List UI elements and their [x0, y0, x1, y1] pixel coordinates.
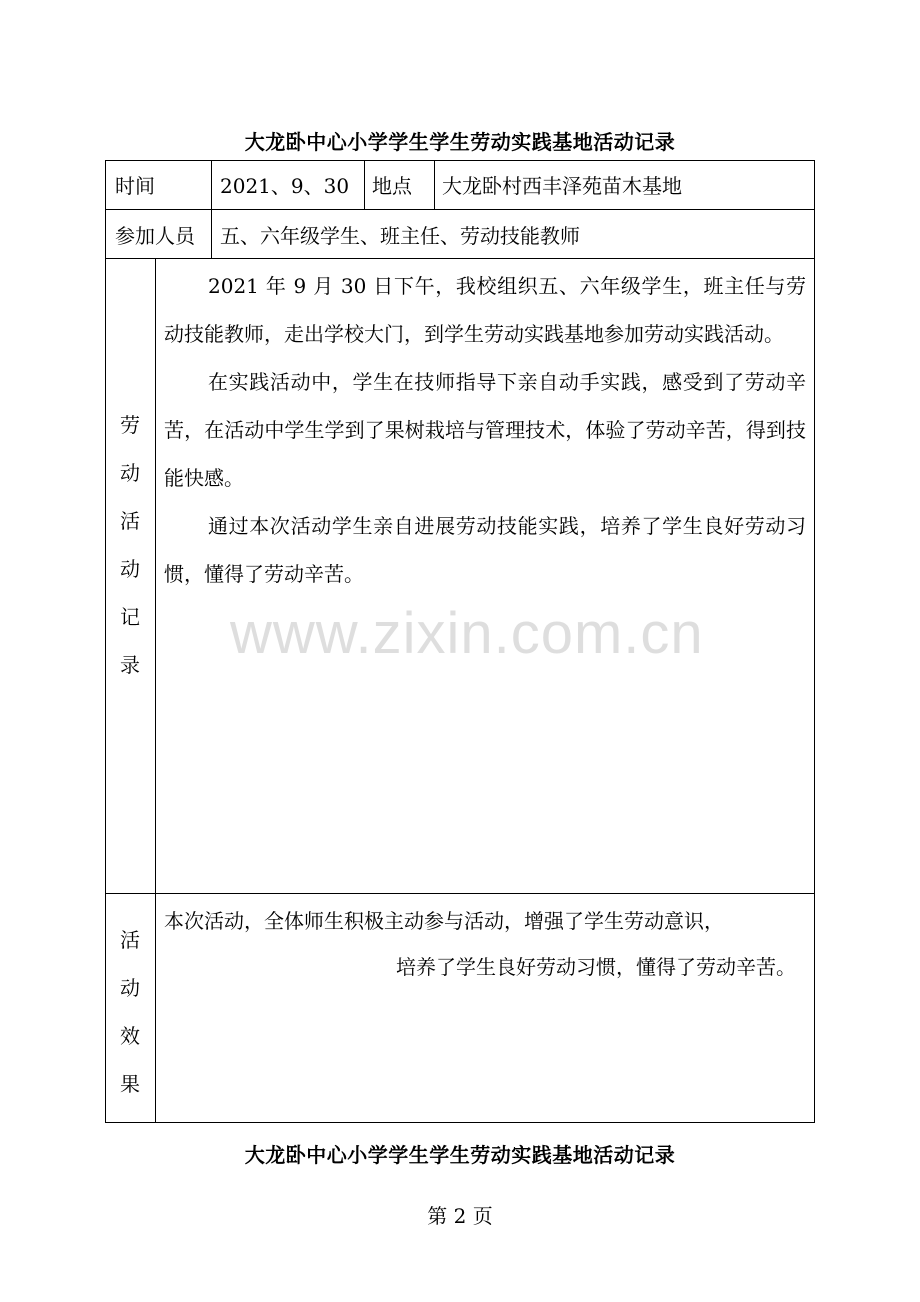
time-label: 时间 — [115, 174, 155, 198]
table-border-bottom — [105, 1122, 815, 1123]
effect-label-char: 果 — [120, 1072, 140, 1096]
participants-label: 参加人员 — [115, 224, 195, 248]
record-label-char: 录 — [120, 653, 140, 677]
record-paragraph: 通过本次活动学生亲自进展劳动技能实践，培养了学生良好劳动习惯，懂得了劳动辛苦。 — [164, 514, 806, 586]
effect-line: 培养了学生良好劳动习惯，懂得了劳动辛苦。 — [396, 955, 796, 979]
effect-label — [105, 924, 155, 1116]
place-label: 地点 — [372, 174, 412, 198]
record-label-char: 活 — [120, 509, 140, 533]
record-content — [164, 262, 806, 598]
effect-line: 本次活动，全体师生积极主动参与活动，增强了学生劳动意识， — [164, 909, 724, 933]
record-paragraph: 在实践活动中，学生在技师指导下亲自动手实践，感受到了劳动辛苦，在活动中学生学到了果树栽培与管理技术，体验了劳动辛苦，得到技能快感。 — [164, 370, 806, 490]
record-paragraph: 2021 年 9 月 30 日下午，我校组织五、六年级学生，班主任与劳动技能教师，走出学校大门，到学生劳动实践基地参加劳动实践活动。 — [164, 274, 806, 346]
table-col-divider — [211, 160, 212, 259]
record-label-char: 动 — [120, 461, 140, 485]
table-col-divider — [155, 258, 156, 1123]
record-label-char: 动 — [120, 557, 140, 581]
page-number: 第 2 页 — [427, 1204, 493, 1228]
effect-label-char: 动 — [120, 976, 140, 1000]
record-label — [105, 409, 155, 697]
table-border-right — [814, 160, 815, 1123]
effect-label-char: 效 — [120, 1024, 140, 1048]
effect-content — [164, 898, 806, 990]
participants-value: 五、六年级学生、班主任、劳动技能教师 — [220, 224, 580, 248]
table-col-divider — [434, 160, 435, 209]
watermark: www.zixin.com.cn — [230, 601, 704, 666]
record-label-char: 劳 — [120, 413, 140, 437]
table-col-divider — [364, 160, 365, 209]
table-row-divider — [105, 893, 815, 894]
record-label-char: 记 — [120, 605, 140, 629]
time-value: 2021、9、30 — [220, 174, 350, 198]
effect-label-char: 活 — [120, 928, 140, 952]
place-value: 大龙卧村西丰泽苑苗木基地 — [442, 174, 682, 198]
document-title: 大龙卧中心小学学生学生劳动实践基地活动记录 — [244, 130, 676, 154]
footer-title: 大龙卧中心小学学生学生劳动实践基地活动记录 — [244, 1143, 676, 1167]
